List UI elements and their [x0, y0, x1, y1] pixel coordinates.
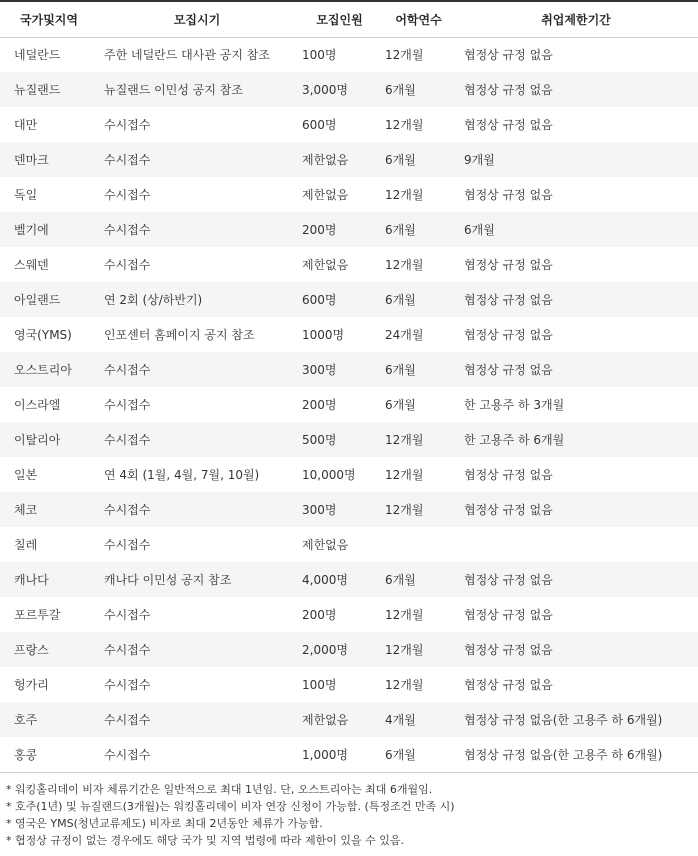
quota-cell: 제한없음 [296, 142, 383, 177]
employment-limit-cell [454, 527, 698, 562]
quota-cell: 600명 [296, 282, 383, 317]
employment-limit-cell: 협정상 규정 없음(한 고용주 하 6개월) [454, 737, 698, 772]
employment-limit-cell: 협정상 규정 없음 [454, 597, 698, 632]
country-cell: 네덜란드 [0, 37, 98, 72]
quota-cell: 3,000명 [296, 72, 383, 107]
language-study-cell: 12개월 [383, 667, 454, 702]
employment-limit-cell: 9개월 [454, 142, 698, 177]
table-row [0, 527, 698, 562]
language-study-cell: 12개월 [383, 492, 454, 527]
quota-cell: 제한없음 [296, 527, 383, 562]
language-study-cell: 12개월 [383, 422, 454, 457]
employment-limit-cell: 협정상 규정 없음 [454, 667, 698, 702]
quota-cell: 제한없음 [296, 247, 383, 282]
recruit-period-cell: 수시접수 [98, 737, 296, 772]
country-cell: 덴마크 [0, 142, 98, 177]
recruit-period-cell: 수시접수 [98, 142, 296, 177]
header-country: 국가및지역 [0, 1, 98, 37]
table-row [0, 667, 698, 702]
table-row [0, 177, 698, 212]
employment-limit-cell: 6개월 [454, 212, 698, 247]
recruit-period-cell: 캐나다 이민성 공지 참조 [98, 562, 296, 597]
employment-limit-cell: 협정상 규정 없음(한 고용주 하 6개월) [454, 702, 698, 737]
table-row [0, 72, 698, 107]
language-study-cell [383, 527, 454, 562]
language-study-cell: 6개월 [383, 212, 454, 247]
recruit-period-cell: 수시접수 [98, 492, 296, 527]
language-study-cell: 6개월 [383, 352, 454, 387]
recruit-period-cell: 뉴질랜드 이민성 공지 참조 [98, 72, 296, 107]
recruit-period-cell: 수시접수 [98, 352, 296, 387]
country-cell: 이탈리아 [0, 422, 98, 457]
language-study-cell: 12개월 [383, 597, 454, 632]
table-row [0, 212, 698, 247]
table-row [0, 107, 698, 142]
country-cell: 독일 [0, 177, 98, 212]
quota-cell: 600명 [296, 107, 383, 142]
footnotes [0, 781, 698, 849]
footnote: * 워킹홀리데이 비자 체류기간은 일반적으로 최대 1년임. 단, 오스트리아는 최대 6개월임. [6, 782, 433, 796]
country-cell: 영국(YMS) [0, 317, 98, 352]
quota-cell: 300명 [296, 352, 383, 387]
employment-limit-cell: 협정상 규정 없음 [454, 247, 698, 282]
quota-cell: 4,000명 [296, 562, 383, 597]
language-study-cell: 4개월 [383, 702, 454, 737]
country-cell: 벨기에 [0, 212, 98, 247]
footnote: * 협정상 규정이 없는 경우에도 해당 국가 및 지역 법령에 따라 제한이 있을 수 있음. [6, 833, 404, 847]
quota-cell: 500명 [296, 422, 383, 457]
table-body [0, 37, 698, 772]
employment-limit-cell: 협정상 규정 없음 [454, 632, 698, 667]
quota-cell: 200명 [296, 597, 383, 632]
country-cell: 이스라엘 [0, 387, 98, 422]
country-cell: 대만 [0, 107, 98, 142]
country-cell: 호주 [0, 702, 98, 737]
table-row [0, 37, 698, 72]
table-row [0, 317, 698, 352]
language-study-cell: 6개월 [383, 72, 454, 107]
header-quota: 모집인원 [296, 1, 383, 37]
language-study-cell: 6개월 [383, 387, 454, 422]
employment-limit-cell: 한 고용주 하 3개월 [454, 387, 698, 422]
country-cell: 뉴질랜드 [0, 72, 98, 107]
recruit-period-cell: 수시접수 [98, 597, 296, 632]
country-cell: 아일랜드 [0, 282, 98, 317]
employment-limit-cell: 협정상 규정 없음 [454, 107, 698, 142]
country-cell: 프랑스 [0, 632, 98, 667]
language-study-cell: 6개월 [383, 142, 454, 177]
recruit-period-cell: 수시접수 [98, 422, 296, 457]
country-cell: 오스트리아 [0, 352, 98, 387]
table-row [0, 282, 698, 317]
quota-cell: 10,000명 [296, 457, 383, 492]
country-cell: 포르투갈 [0, 597, 98, 632]
header-recruit-period: 모집시기 [98, 1, 296, 37]
header-employment-limit: 취업제한기간 [454, 1, 698, 37]
employment-limit-cell: 협정상 규정 없음 [454, 72, 698, 107]
employment-limit-cell: 협정상 규정 없음 [454, 562, 698, 597]
quota-cell: 2,000명 [296, 632, 383, 667]
employment-limit-cell: 협정상 규정 없음 [454, 492, 698, 527]
country-cell: 체코 [0, 492, 98, 527]
table-row [0, 142, 698, 177]
language-study-cell: 12개월 [383, 632, 454, 667]
table-row [0, 457, 698, 492]
header-row [0, 1, 698, 37]
language-study-cell: 12개월 [383, 107, 454, 142]
table-header [0, 1, 698, 37]
recruit-period-cell: 수시접수 [98, 247, 296, 282]
quota-cell: 200명 [296, 387, 383, 422]
recruit-period-cell: 수시접수 [98, 387, 296, 422]
recruit-period-cell: 수시접수 [98, 212, 296, 247]
country-cell: 칠레 [0, 527, 98, 562]
language-study-cell: 6개월 [383, 562, 454, 597]
table-row [0, 597, 698, 632]
quota-cell: 100명 [296, 667, 383, 702]
recruit-period-cell: 수시접수 [98, 177, 296, 212]
employment-limit-cell: 협정상 규정 없음 [454, 457, 698, 492]
employment-limit-cell: 협정상 규정 없음 [454, 317, 698, 352]
footnote: * 호주(1년) 및 뉴질랜드(3개월)는 워킹홀리데이 비자 연장 신청이 가능함. (특정조건 만족 시) [6, 799, 455, 813]
recruit-period-cell: 인포센터 홈페이지 공지 참조 [98, 317, 296, 352]
country-cell: 일본 [0, 457, 98, 492]
recruit-period-cell: 주한 네덜란드 대사관 공지 참조 [98, 37, 296, 72]
header-language-study: 어학연수 [383, 1, 454, 37]
employment-limit-cell: 협정상 규정 없음 [454, 282, 698, 317]
quota-cell: 200명 [296, 212, 383, 247]
table-row [0, 632, 698, 667]
quota-cell: 1000명 [296, 317, 383, 352]
quota-cell: 제한없음 [296, 177, 383, 212]
language-study-cell: 24개월 [383, 317, 454, 352]
language-study-cell: 12개월 [383, 37, 454, 72]
quota-cell: 100명 [296, 37, 383, 72]
table-row [0, 702, 698, 737]
table-row [0, 352, 698, 387]
recruit-period-cell: 수시접수 [98, 702, 296, 737]
country-cell: 홍콩 [0, 737, 98, 772]
recruit-period-cell: 수시접수 [98, 632, 296, 667]
employment-limit-cell: 한 고용주 하 6개월 [454, 422, 698, 457]
table-row [0, 247, 698, 282]
table-row [0, 492, 698, 527]
language-study-cell: 6개월 [383, 737, 454, 772]
employment-limit-cell: 협정상 규정 없음 [454, 352, 698, 387]
footnote: * 영국은 YMS(청년교류제도) 비자로 최대 2년동안 체류가 가능함. [6, 816, 323, 830]
recruit-period-cell: 수시접수 [98, 667, 296, 702]
recruit-period-cell: 수시접수 [98, 527, 296, 562]
table-row [0, 387, 698, 422]
employment-limit-cell: 협정상 규정 없음 [454, 37, 698, 72]
employment-limit-cell: 협정상 규정 없음 [454, 177, 698, 212]
language-study-cell: 12개월 [383, 247, 454, 282]
language-study-cell: 6개월 [383, 282, 454, 317]
country-cell: 캐나다 [0, 562, 98, 597]
country-cell: 스웨덴 [0, 247, 98, 282]
recruit-period-cell: 수시접수 [98, 107, 296, 142]
table-row [0, 737, 698, 772]
table-row [0, 422, 698, 457]
language-study-cell: 12개월 [383, 177, 454, 212]
country-cell: 헝가리 [0, 667, 98, 702]
quota-cell: 1,000명 [296, 737, 383, 772]
quota-cell: 300명 [296, 492, 383, 527]
quota-cell: 제한없음 [296, 702, 383, 737]
language-study-cell: 12개월 [383, 457, 454, 492]
table-row [0, 562, 698, 597]
recruit-period-cell: 연 4회 (1월, 4월, 7월, 10월) [98, 457, 296, 492]
recruit-period-cell: 연 2회 (상/하반기) [98, 282, 296, 317]
